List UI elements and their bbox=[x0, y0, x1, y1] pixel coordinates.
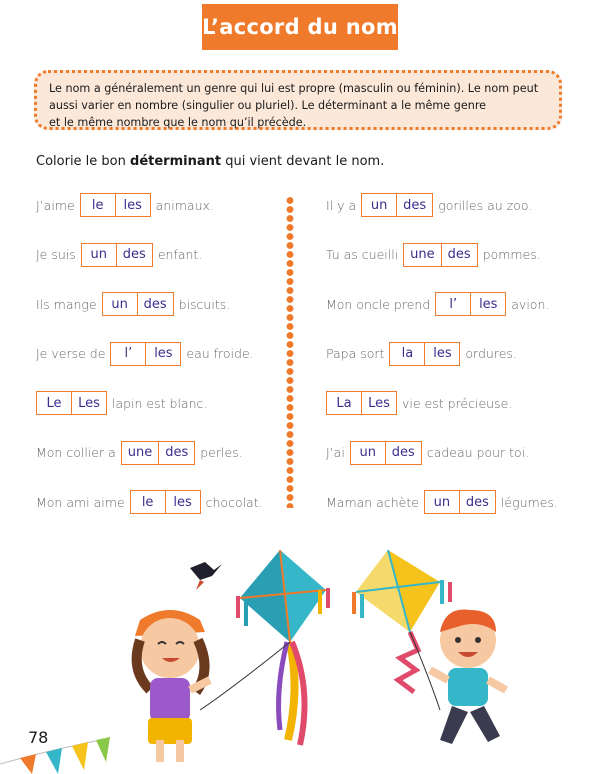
determiner-choice bbox=[110, 342, 181, 366]
sentence-end: gorilles au zoo. bbox=[438, 197, 533, 213]
rule-line-1: Le nom a généralement un genre qui lui est propre (masculin ou féminin). Le nom peut bbox=[49, 82, 539, 95]
sentence-start: Mon collier a bbox=[36, 445, 116, 460]
determiner-choice bbox=[435, 292, 506, 316]
exercise-row bbox=[36, 341, 254, 367]
sentence-start: Tu as cueilli bbox=[326, 247, 399, 262]
determiner-choice bbox=[102, 292, 174, 316]
sentence-end: légumes. bbox=[500, 494, 558, 510]
determiner-choice bbox=[326, 391, 397, 415]
girl-icon bbox=[135, 610, 210, 762]
page-title: L’accord du nom bbox=[202, 4, 398, 50]
yellow-kite-icon bbox=[352, 550, 452, 710]
determiner-choice bbox=[424, 490, 496, 514]
kids-with-kites-illustration bbox=[0, 540, 600, 774]
bunting-flags-icon bbox=[0, 737, 110, 774]
sentence-start: Je verse de bbox=[36, 346, 106, 361]
sentence-end: ordures. bbox=[465, 346, 517, 361]
determiner-option[interactable]: un bbox=[359, 445, 377, 460]
determiner-choice bbox=[361, 193, 433, 217]
determiner-option[interactable]: les bbox=[424, 343, 459, 365]
sentence-end: chocolat. bbox=[205, 494, 263, 510]
sentence-end: animaux. bbox=[155, 197, 214, 213]
sentence-start: Mon oncle prend bbox=[326, 296, 431, 312]
column-divider bbox=[286, 196, 294, 508]
determiner-choice bbox=[350, 441, 422, 465]
sentence-end: enfant. bbox=[157, 247, 203, 262]
determiner-choice bbox=[389, 342, 460, 366]
determiner-option[interactable]: un bbox=[370, 197, 388, 213]
sentence-start: Il y a bbox=[326, 197, 357, 213]
determiner-choice bbox=[130, 490, 201, 514]
exercise-row bbox=[326, 192, 532, 218]
determiner-option[interactable]: des bbox=[459, 491, 495, 513]
sentence-end: cadeau pour toi. bbox=[426, 445, 530, 460]
determiner-option[interactable]: un bbox=[433, 494, 451, 510]
determiner-option[interactable]: le bbox=[141, 494, 154, 510]
sentence-end: biscuits. bbox=[178, 296, 231, 312]
sentence-start: Ils mange bbox=[36, 296, 97, 312]
exercise-instruction: Colorie le bon déterminant qui vient devant le nom. bbox=[36, 154, 385, 169]
determiner-option[interactable]: le bbox=[91, 197, 104, 213]
sentence-end: avion. bbox=[511, 296, 550, 312]
sentence-start: J’aime bbox=[36, 197, 75, 213]
determiner-option[interactable]: Le bbox=[46, 395, 62, 411]
determiner-option[interactable]: un bbox=[90, 247, 108, 262]
exercise-row bbox=[326, 242, 541, 268]
determiner-option[interactable]: la bbox=[401, 346, 414, 361]
determiner-choice bbox=[80, 193, 151, 217]
sentence-end: lapin est blanc. bbox=[112, 395, 208, 411]
determiner-option[interactable]: des bbox=[396, 194, 432, 216]
determiner-choice bbox=[403, 243, 478, 267]
determiner-option[interactable]: Les bbox=[361, 392, 396, 414]
determiner-option[interactable]: des bbox=[385, 442, 421, 464]
exercise-row bbox=[326, 341, 517, 367]
sentence-end: pommes. bbox=[482, 247, 541, 262]
rule-line-2: aussi varier en nombre (singulier ou pluriel). Le déterminant a le même genre bbox=[49, 99, 487, 112]
exercise-row bbox=[36, 440, 243, 466]
determiner-option[interactable]: une bbox=[410, 247, 435, 262]
determiner-option[interactable]: des bbox=[441, 244, 477, 266]
determiner-option[interactable]: Les bbox=[71, 392, 106, 414]
sentence-end: vie est précieuse. bbox=[402, 395, 513, 411]
exercise-row bbox=[36, 390, 207, 416]
exercise-row bbox=[326, 390, 512, 416]
sentence-start: Mon ami aime bbox=[36, 494, 125, 510]
determiner-option[interactable]: des bbox=[137, 293, 173, 315]
determiner-choice bbox=[121, 441, 196, 465]
grammar-rule-box bbox=[34, 70, 562, 130]
sentence-end: eau froide. bbox=[186, 346, 254, 361]
rule-line-3: et le même nombre que le nom qu’il précède. bbox=[49, 116, 307, 129]
exercise-row bbox=[326, 440, 529, 466]
exercise-row bbox=[36, 291, 230, 317]
sentence-start: J’ai bbox=[326, 445, 345, 460]
determiner-option[interactable]: l’ bbox=[449, 296, 458, 312]
determiner-option[interactable]: les bbox=[165, 491, 200, 513]
determiner-option[interactable]: La bbox=[336, 395, 352, 411]
swallow-bird-icon bbox=[190, 562, 222, 590]
determiner-option[interactable]: des bbox=[158, 442, 194, 464]
determiner-option[interactable]: une bbox=[127, 445, 153, 460]
sentence-end: perles. bbox=[200, 445, 243, 460]
exercise-row bbox=[36, 192, 214, 218]
sentence-start: Maman achète bbox=[326, 494, 419, 510]
exercise-row bbox=[326, 489, 558, 515]
blue-kite-icon bbox=[200, 550, 330, 745]
determiner-option[interactable]: les bbox=[145, 343, 180, 365]
exercise-row bbox=[326, 291, 549, 317]
determiner-option[interactable]: des bbox=[116, 244, 152, 266]
sentence-start: Je suis bbox=[36, 247, 76, 262]
exercise-row bbox=[36, 489, 263, 515]
boy-icon bbox=[430, 609, 506, 744]
page-number: 78 bbox=[28, 728, 49, 747]
determiner-choice bbox=[36, 391, 107, 415]
determiner-option[interactable]: les bbox=[470, 293, 505, 315]
determiner-option[interactable]: un bbox=[111, 296, 128, 312]
determiner-option[interactable]: les bbox=[115, 194, 150, 216]
exercise-row bbox=[36, 242, 202, 268]
determiner-choice bbox=[81, 243, 153, 267]
determiner-option[interactable]: l’ bbox=[124, 346, 133, 361]
sentence-start: Papa sort bbox=[326, 346, 385, 361]
